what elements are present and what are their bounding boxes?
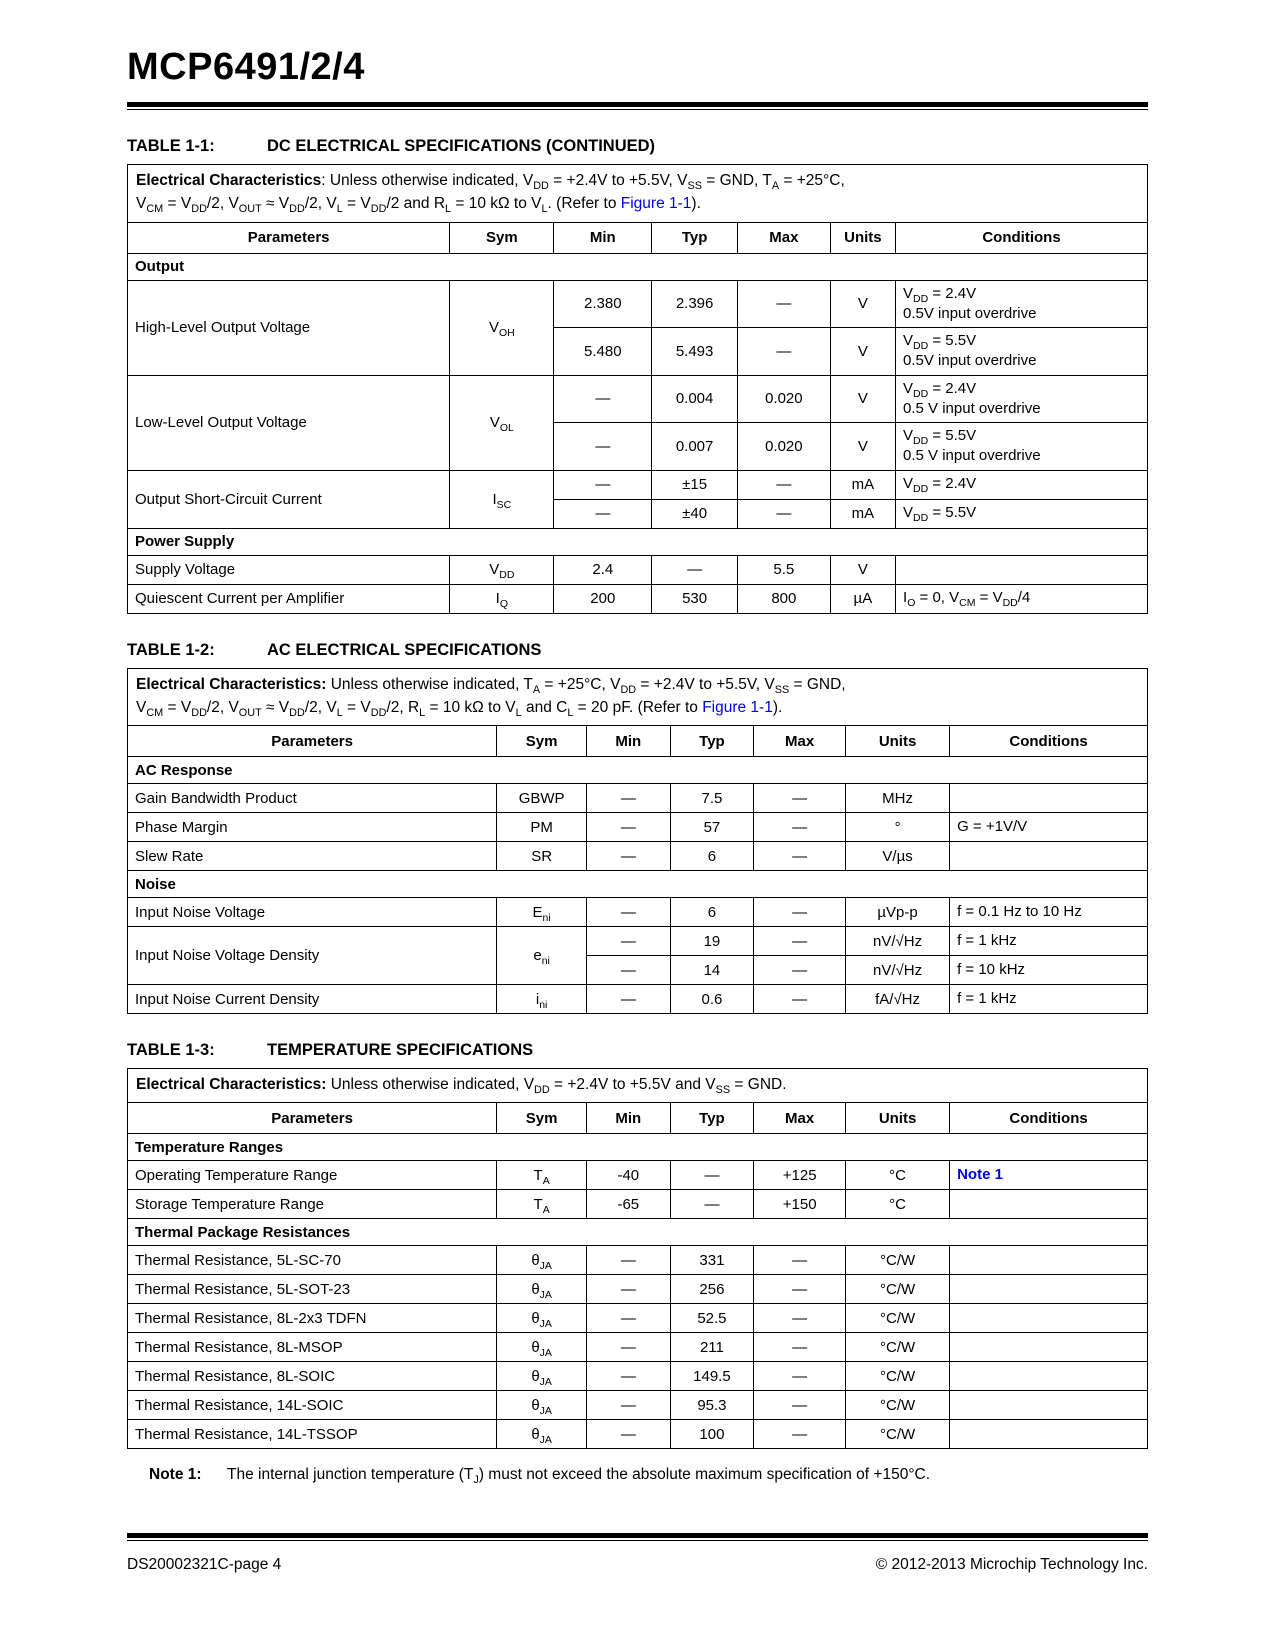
max-cell: — <box>737 280 830 328</box>
parameter-cell: Low-Level Output Voltage <box>128 375 450 470</box>
typ-cell: 6 <box>670 842 754 871</box>
column-header: Parameters <box>128 222 450 253</box>
max-cell: — <box>754 1362 846 1391</box>
column-header: Max <box>754 726 846 757</box>
symbol-cell: $I_Q$ <box>450 584 554 613</box>
conditions-cell: G = +1V/V <box>950 813 1148 842</box>
typ-cell: 2.396 <box>652 280 738 328</box>
typ-cell: 19 <box>670 927 754 956</box>
min-cell: — <box>587 927 671 956</box>
max-cell: — <box>754 813 846 842</box>
min-cell: 2.380 <box>554 280 652 328</box>
parameter-cell: Thermal Resistance, 8L-SOIC <box>128 1362 497 1391</box>
conditions-cell <box>950 842 1148 871</box>
column-header: Typ <box>652 222 738 253</box>
section-header: Noise <box>128 871 1148 898</box>
max-cell: +150 <box>754 1190 846 1219</box>
symbol-cell: $E_{ni}$ <box>497 898 587 927</box>
parameter-cell: Gain Bandwidth Product <box>128 784 497 813</box>
parameter-cell: Slew Rate <box>128 842 497 871</box>
copyright-text: © 2012-2013 Microchip Technology Inc. <box>875 1556 1148 1573</box>
units-cell: V/µs <box>846 842 950 871</box>
min-cell: — <box>554 499 652 528</box>
parameter-cell: Input Noise Voltage Density <box>128 927 497 985</box>
typ-cell: 0.007 <box>652 423 738 471</box>
footer-rule <box>127 1533 1148 1541</box>
min-cell: — <box>587 1304 671 1333</box>
cross-reference-link[interactable]: Figure 1-1 <box>702 698 773 716</box>
units-cell: °C <box>846 1161 950 1190</box>
column-header: Max <box>754 1103 846 1134</box>
ac-spec-table <box>127 668 1148 1015</box>
parameter-cell: Thermal Resistance, 14L-SOIC <box>128 1391 497 1420</box>
symbol-cell: GBWP <box>497 784 587 813</box>
table-conditions-note: Electrical Characteristics: Unless otherwise indicated, $V_{DD} = +2.4V$ to +5.5V, $V_{SS}$ = GND, $T_A = +25^\circ C$, $V_{CM} = V_{DD}/2$, $V_{OUT} \approx V_{DD}/2$, $V_L = V_{DD}/2$ and $R_L = 10$ kΩ to $V_L$. (Refer to Figure 1-1). <box>128 165 1148 223</box>
max-cell: — <box>754 1391 846 1420</box>
units-cell: V <box>830 423 895 471</box>
symbol-cell: $\theta_{JA}$ <box>497 1246 587 1275</box>
min-cell: — <box>587 1362 671 1391</box>
typ-cell: 331 <box>670 1246 754 1275</box>
max-cell: +125 <box>754 1161 846 1190</box>
max-cell: — <box>737 499 830 528</box>
table-conditions-note: Electrical Characteristics: Unless otherwise indicated, $T_A = +25^\circ C$, $V_{DD} = +2.4V$ to +5.5V, $V_{SS}$ = GND, $V_{CM} = V_{DD}/2$, $V_{OUT} \approx V_{DD}/2$, $V_L = V_{DD}/2$, $R_L = 10$ kΩ to $V_L$ and $C_L = 20$ pF. (Refer to Figure 1-1). <box>128 668 1148 726</box>
column-header: Units <box>846 1103 950 1134</box>
conditions-cell: f = 10 kHz <box>950 956 1148 985</box>
conditions-cell: $V_{DD} = 5.5V$ 0.5V input overdrive <box>896 328 1148 376</box>
table-1-3-caption <box>127 1041 1148 1060</box>
conditions-cell <box>950 1246 1148 1275</box>
table-label: TABLE 1-3: <box>127 1041 215 1059</box>
max-cell: — <box>737 470 830 499</box>
conditions-cell <box>950 1333 1148 1362</box>
units-cell: V <box>830 375 895 423</box>
units-cell: fA/√Hz <box>846 985 950 1014</box>
typ-cell: ±15 <box>652 470 738 499</box>
temperature-spec-table <box>127 1068 1148 1449</box>
footnote-text: The internal junction temperature $(T_J)$ must not exceed the absolute maximum specification of +150°C. <box>227 1466 931 1487</box>
symbol-cell: $\theta_{JA}$ <box>497 1275 587 1304</box>
max-cell: — <box>754 1246 846 1275</box>
section-header: Output <box>128 253 1148 280</box>
footnote <box>149 1464 1148 1486</box>
min-cell: -65 <box>587 1190 671 1219</box>
units-cell: V <box>830 280 895 328</box>
typ-cell: ±40 <box>652 499 738 528</box>
section-header: Thermal Package Resistances <box>128 1219 1148 1246</box>
typ-cell: 7.5 <box>670 784 754 813</box>
column-header: Parameters <box>128 726 497 757</box>
conditions-cell: $V_{DD} = 5.5V$ <box>896 499 1148 528</box>
max-cell: — <box>754 985 846 1014</box>
table-label: TABLE 1-2: <box>127 640 215 659</box>
min-cell: — <box>554 470 652 499</box>
symbol-cell: $\theta_{JA}$ <box>497 1362 587 1391</box>
column-header: Conditions <box>950 1103 1148 1134</box>
conditions-cell <box>896 555 1148 584</box>
symbol-cell: $V_{OH}$ <box>450 280 554 375</box>
conditions-cell: f = 1 kHz <box>950 985 1148 1014</box>
table-1-1-block <box>127 137 1148 614</box>
table-title: TEMPERATURE SPECIFICATIONS <box>267 1041 534 1059</box>
min-cell: — <box>554 375 652 423</box>
typ-cell: 95.3 <box>670 1391 754 1420</box>
column-header: Parameters <box>128 1103 497 1134</box>
parameter-cell: Phase Margin <box>128 813 497 842</box>
min-cell: — <box>587 1275 671 1304</box>
units-cell: °C/W <box>846 1246 950 1275</box>
conditions-cell: $V_{DD} = 2.4V$ <box>896 470 1148 499</box>
typ-cell: 256 <box>670 1275 754 1304</box>
parameter-cell: Input Noise Voltage <box>128 898 497 927</box>
symbol-cell: $I_{SC}$ <box>450 470 554 528</box>
max-cell: 5.5 <box>737 555 830 584</box>
units-cell: °C/W <box>846 1333 950 1362</box>
units-cell: ° <box>846 813 950 842</box>
column-header: Conditions <box>950 726 1148 757</box>
typ-cell: 52.5 <box>670 1304 754 1333</box>
min-cell: — <box>587 1391 671 1420</box>
parameter-cell: Operating Temperature Range <box>128 1161 497 1190</box>
units-cell: mA <box>830 499 895 528</box>
table-1-2-caption <box>127 641 1148 660</box>
max-cell: — <box>754 956 846 985</box>
document-number: DS20002321C-page 4 <box>127 1556 282 1573</box>
typ-cell: 211 <box>670 1333 754 1362</box>
units-cell: µVp-p <box>846 898 950 927</box>
max-cell: 0.020 <box>737 423 830 471</box>
units-cell: V <box>830 328 895 376</box>
symbol-cell: $\theta_{JA}$ <box>497 1420 587 1449</box>
typ-cell: 0.6 <box>670 985 754 1014</box>
typ-cell: 0.004 <box>652 375 738 423</box>
page-title: MCP6491/2/4 <box>127 46 365 88</box>
column-header: Sym <box>450 222 554 253</box>
cross-reference-link[interactable]: Note 1 <box>957 1166 1003 1184</box>
column-header: Min <box>587 726 671 757</box>
symbol-cell: $i_{ni}$ <box>497 985 587 1014</box>
max-cell: — <box>754 927 846 956</box>
table-1-3-block <box>127 1041 1148 1449</box>
units-cell: V <box>830 555 895 584</box>
column-header: Conditions <box>896 222 1148 253</box>
conditions-cell <box>950 784 1148 813</box>
parameter-cell: Quiescent Current per Amplifier <box>128 584 450 613</box>
min-cell: 2.4 <box>554 555 652 584</box>
conditions-cell <box>950 1391 1148 1420</box>
parameter-cell: Thermal Resistance, 8L-2x3 TDFN <box>128 1304 497 1333</box>
min-cell: -40 <box>587 1161 671 1190</box>
min-cell: — <box>587 956 671 985</box>
parameter-cell: Storage Temperature Range <box>128 1190 497 1219</box>
max-cell: — <box>754 898 846 927</box>
symbol-cell: $V_{OL}$ <box>450 375 554 470</box>
column-header: Typ <box>670 726 754 757</box>
conditions-cell: $V_{DD} = 2.4V$ 0.5V input overdrive <box>896 280 1148 328</box>
footnote-label: Note 1: <box>149 1466 202 1484</box>
section-header: Power Supply <box>128 528 1148 555</box>
typ-cell: 5.493 <box>652 328 738 376</box>
units-cell: °C/W <box>846 1275 950 1304</box>
conditions-cell <box>950 1304 1148 1333</box>
max-cell: — <box>754 784 846 813</box>
max-cell: — <box>754 842 846 871</box>
units-cell: nV/√Hz <box>846 927 950 956</box>
page-footer <box>127 1533 1148 1574</box>
max-cell: 800 <box>737 584 830 613</box>
units-cell: °C/W <box>846 1420 950 1449</box>
symbol-cell: PM <box>497 813 587 842</box>
max-cell: — <box>737 328 830 376</box>
table-1-1-caption <box>127 137 1148 156</box>
min-cell: — <box>587 842 671 871</box>
max-cell: — <box>754 1333 846 1362</box>
table-title: AC ELECTRICAL SPECIFICATIONS <box>267 640 542 659</box>
units-cell: MHz <box>846 784 950 813</box>
max-cell: 0.020 <box>737 375 830 423</box>
column-header: Max <box>737 222 830 253</box>
conditions-cell: f = 0.1 Hz to 10 Hz <box>950 898 1148 927</box>
units-cell: mA <box>830 470 895 499</box>
min-cell: 200 <box>554 584 652 613</box>
typ-cell: 14 <box>670 956 754 985</box>
conditions-cell <box>950 1420 1148 1449</box>
max-cell: — <box>754 1275 846 1304</box>
typ-cell: — <box>652 555 738 584</box>
parameter-cell: Input Noise Current Density <box>128 985 497 1014</box>
typ-cell: 57 <box>670 813 754 842</box>
parameter-cell: Output Short-Circuit Current <box>128 470 450 528</box>
table-label: TABLE 1-1: <box>127 137 215 155</box>
header-rule <box>127 102 1148 110</box>
typ-cell: — <box>670 1161 754 1190</box>
symbol-cell: $\theta_{JA}$ <box>497 1333 587 1362</box>
units-cell: °C <box>846 1190 950 1219</box>
table-1-2-block <box>127 641 1148 1015</box>
symbol-cell: $\theta_{JA}$ <box>497 1391 587 1420</box>
typ-cell: — <box>670 1190 754 1219</box>
symbol-cell: $T_A$ <box>497 1161 587 1190</box>
section-header: AC Response <box>128 757 1148 784</box>
symbol-cell: $e_{ni}$ <box>497 927 587 985</box>
conditions-cell: $V_{DD} = 5.5V$ 0.5 V input overdrive <box>896 423 1148 471</box>
max-cell: — <box>754 1420 846 1449</box>
conditions-cell: $I_O = 0$, $V_{CM} = V_{DD}/4$ <box>896 584 1148 613</box>
column-header: Units <box>846 726 950 757</box>
units-cell: µA <box>830 584 895 613</box>
symbol-cell: $T_A$ <box>497 1190 587 1219</box>
min-cell: — <box>587 1420 671 1449</box>
min-cell: — <box>554 423 652 471</box>
typ-cell: 100 <box>670 1420 754 1449</box>
conditions-cell: $V_{DD} = 2.4V$ 0.5 V input overdrive <box>896 375 1148 423</box>
symbol-cell: $V_{DD}$ <box>450 555 554 584</box>
column-header: Units <box>830 222 895 253</box>
min-cell: — <box>587 813 671 842</box>
min-cell: — <box>587 898 671 927</box>
typ-cell: 149.5 <box>670 1362 754 1391</box>
conditions-cell <box>950 1161 1148 1190</box>
min-cell: — <box>587 784 671 813</box>
min-cell: — <box>587 985 671 1014</box>
typ-cell: 6 <box>670 898 754 927</box>
symbol-cell: $\theta_{JA}$ <box>497 1304 587 1333</box>
parameter-cell: Thermal Resistance, 5L-SOT-23 <box>128 1275 497 1304</box>
min-cell: — <box>587 1333 671 1362</box>
parameter-cell: High-Level Output Voltage <box>128 280 450 375</box>
conditions-cell <box>950 1362 1148 1391</box>
conditions-cell <box>950 1275 1148 1304</box>
footer-row <box>127 1556 1148 1574</box>
section-header: Temperature Ranges <box>128 1134 1148 1161</box>
parameter-cell: Thermal Resistance, 14L-TSSOP <box>128 1420 497 1449</box>
max-cell: — <box>754 1304 846 1333</box>
cross-reference-link[interactable]: Figure 1-1 <box>620 195 692 213</box>
column-header: Min <box>587 1103 671 1134</box>
units-cell: °C/W <box>846 1362 950 1391</box>
min-cell: 5.480 <box>554 328 652 376</box>
units-cell: °C/W <box>846 1304 950 1333</box>
table-title: DC ELECTRICAL SPECIFICATIONS (CONTINUED) <box>267 137 656 155</box>
min-cell: — <box>587 1246 671 1275</box>
column-header: Min <box>554 222 652 253</box>
parameter-cell: Thermal Resistance, 5L-SC-70 <box>128 1246 497 1275</box>
parameter-cell: Thermal Resistance, 8L-MSOP <box>128 1333 497 1362</box>
units-cell: °C/W <box>846 1391 950 1420</box>
units-cell: nV/√Hz <box>846 956 950 985</box>
typ-cell: 530 <box>652 584 738 613</box>
column-header: Typ <box>670 1103 754 1134</box>
symbol-cell: SR <box>497 842 587 871</box>
column-header: Sym <box>497 726 587 757</box>
table-conditions-note: Electrical Characteristics: Unless otherwise indicated, $V_{DD} = +2.4V$ to +5.5V and $V_{SS}$ = GND. <box>128 1069 1148 1103</box>
conditions-cell: f = 1 kHz <box>950 927 1148 956</box>
conditions-cell <box>950 1190 1148 1219</box>
column-header: Sym <box>497 1103 587 1134</box>
dc-spec-table <box>127 164 1148 614</box>
parameter-cell: Supply Voltage <box>128 555 450 584</box>
